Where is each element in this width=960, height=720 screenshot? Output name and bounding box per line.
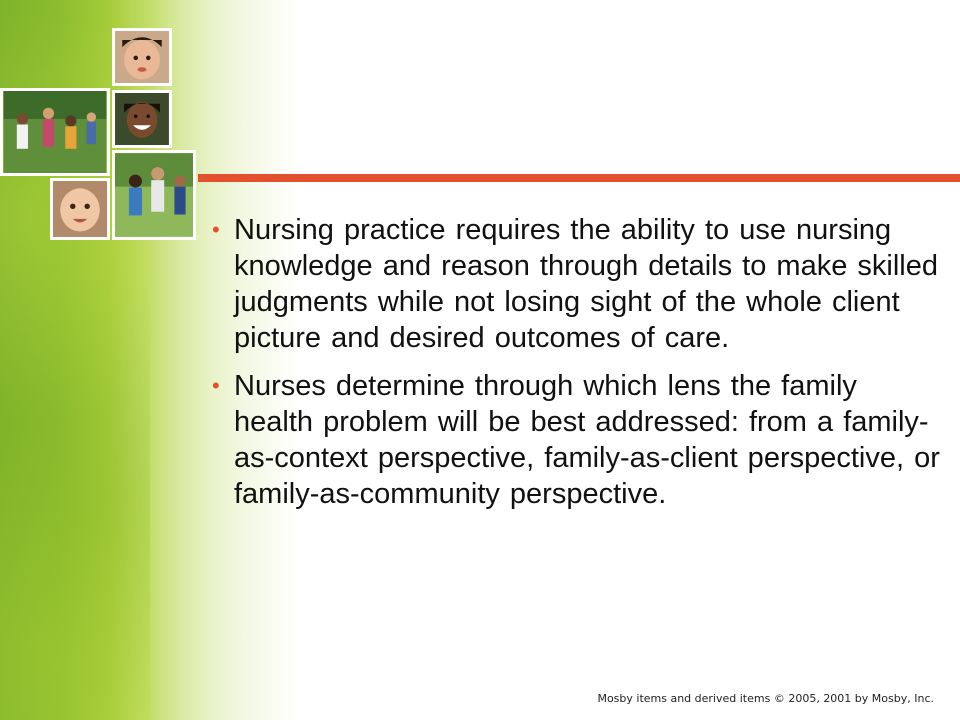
child-face-photo [112, 28, 172, 86]
bullet-item [212, 212, 942, 356]
baby-face-photo [50, 178, 110, 240]
family-playing-photo [0, 88, 110, 176]
copyright-footer: Mosby items and derived items © 2005, 2001 by Mosby, Inc. [597, 692, 934, 705]
smiling-woman-photo [112, 90, 172, 148]
tug-of-war-photo [112, 150, 196, 240]
bullet-text: Nursing practice requires the ability to use nursing knowledge and reason through details to make skilled judgments while not losing sight of the whole client picture and desired outcomes of care. [234, 214, 938, 354]
bullet-marker: • [212, 373, 220, 398]
bullet-list [212, 212, 942, 524]
bullet-marker: • [212, 217, 220, 242]
bullet-text: Nurses determine through which lens the family health problem will be best addressed: from a family-as-context perspective, family-as-client perspective, or family-as-community perspective. [234, 370, 940, 510]
bullet-item [212, 368, 942, 512]
title-divider-line [198, 174, 960, 182]
